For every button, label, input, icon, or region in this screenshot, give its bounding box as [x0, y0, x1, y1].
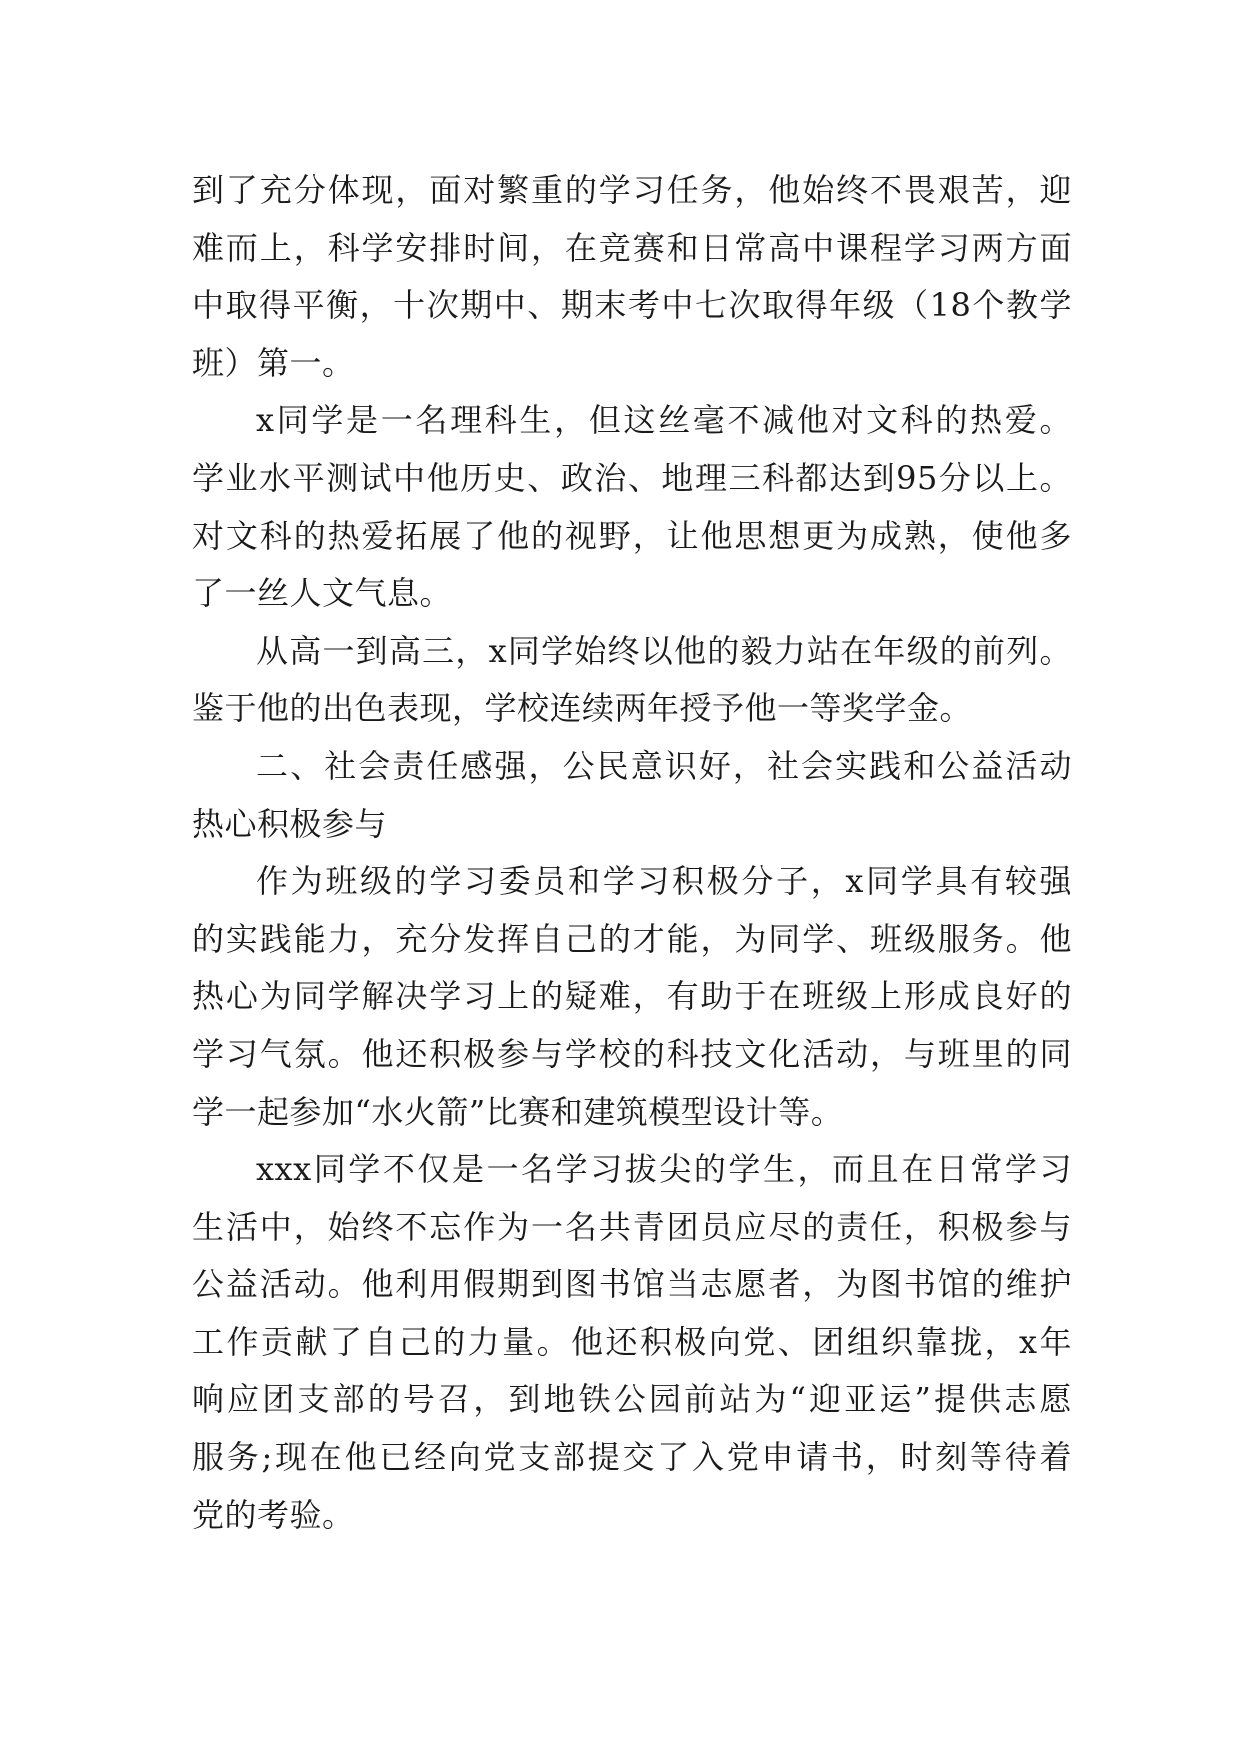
paragraph-first-line: xxx同学不仅是一名学习拔尖的学生，而且在日常学习: [256, 1150, 1072, 1189]
text-line: 班）第一。: [192, 343, 355, 382]
text-line: 学业水平测试中他历史、政治、地理三科都达到95分以上。: [192, 458, 1072, 497]
text-line: 工作贡献了自己的力量。他还积极向党、团组织靠拢，x年: [192, 1322, 1072, 1361]
text-line: 中取得平衡，十次期中、期末考中七次取得年级（18个教学: [192, 286, 1072, 325]
text-line: 党的考验。: [192, 1495, 355, 1534]
text-line: 公益活动。他利用假期到图书馆当志愿者，为图书馆的维护: [192, 1265, 1072, 1304]
text-line: 热心积极参与: [192, 804, 388, 843]
text-line: 热心为同学解决学习上的疑难，有助于在班级上形成良好的: [192, 977, 1072, 1016]
paragraph-first-line: x同学是一名理科生，但这丝毫不减他对文科的热爱。: [256, 401, 1072, 440]
text-line: 的实践能力，充分发挥自己的才能，为同学、班级服务。他: [192, 919, 1072, 958]
text-line: 生活中，始终不忘作为一名共青团员应尽的责任，积极参与: [192, 1207, 1072, 1246]
text-line: 到了充分体现，面对繁重的学习任务，他始终不畏艰苦，迎: [192, 171, 1072, 209]
paragraph-first-line: 作为班级的学习委员和学习积极分子，x同学具有较强: [256, 862, 1072, 901]
text-line: 鉴于他的出色表现，学校连续两年授予他一等奖学金。: [192, 689, 973, 728]
document-body: [192, 162, 1072, 1544]
text-line: 学习气氛。他还积极参与学校的科技文化活动，与班里的同: [192, 1034, 1072, 1073]
text-line: 难而上，科学安排时间，在竞赛和日常高中课程学习两方面: [192, 228, 1072, 267]
text-line: 响应团支部的号召，到地铁公园前站为“迎亚运”提供志愿: [192, 1380, 1072, 1419]
paragraph-first-line: 二、社会责任感强，公民意识好，社会实践和公益活动: [256, 746, 1072, 785]
text-line: 对文科的热爱拓展了他的视野，让他思想更为成熟，使他多: [192, 516, 1072, 555]
text-line: 学一起参加“水火箭”比赛和建筑模型设计等。: [192, 1092, 844, 1131]
text-line: 服务;现在他已经向党支部提交了入党申请书，时刻等待着: [192, 1438, 1072, 1477]
text-line: 了一丝人文气息。: [192, 574, 453, 613]
paragraph-first-line: 从高一到高三，x同学始终以他的毅力站在年级的前列。: [256, 631, 1072, 670]
